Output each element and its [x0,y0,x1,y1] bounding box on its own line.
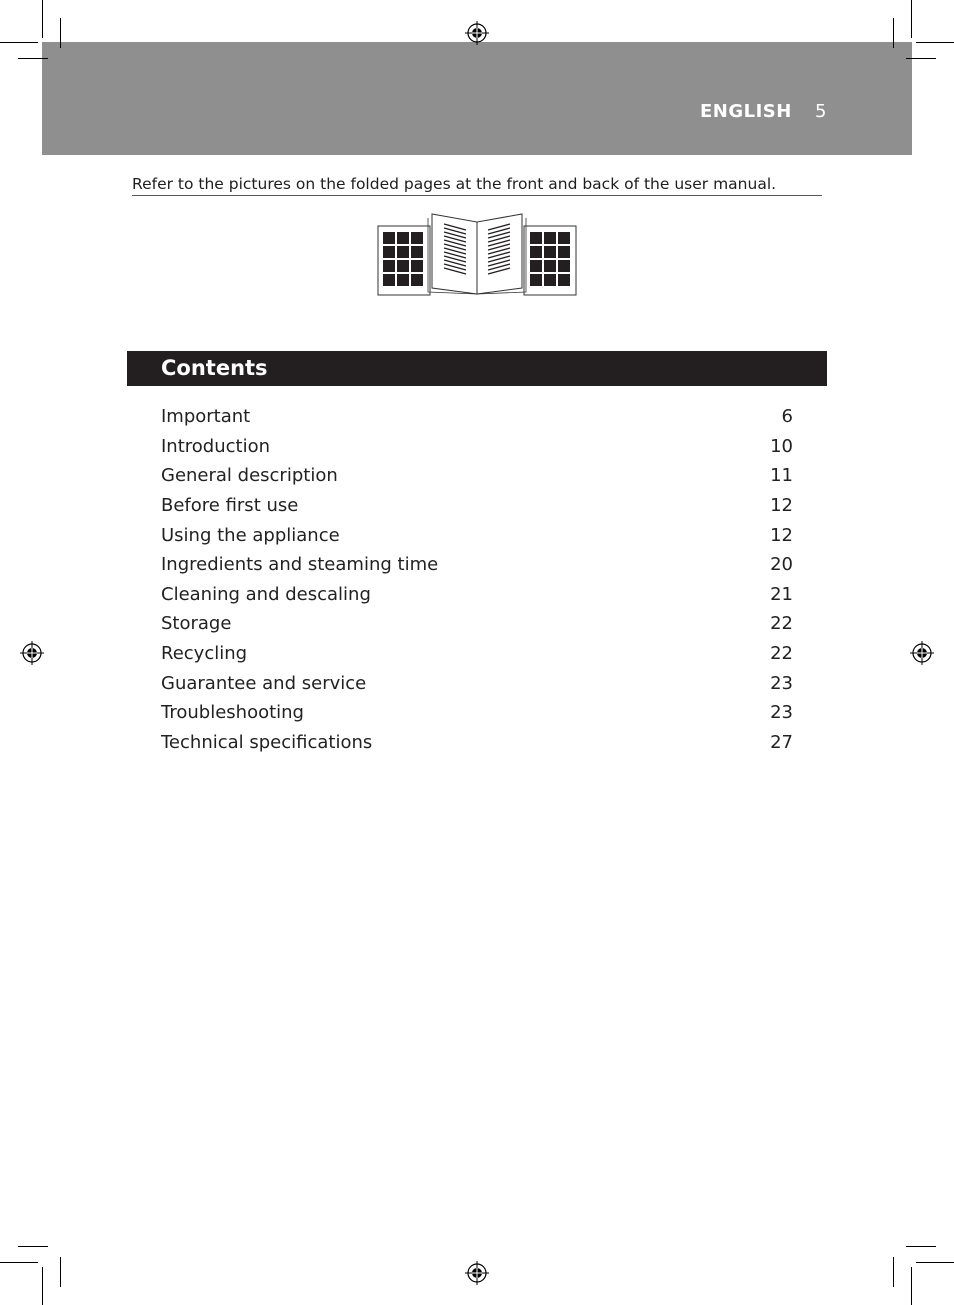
registration-mark-icon [910,641,934,665]
toc-entry[interactable] [161,698,793,728]
toc-label: Storage [161,613,232,635]
toc-page: 12 [770,495,793,517]
toc-entry[interactable] [161,668,793,698]
registration-mark-icon [465,1261,489,1285]
toc-entry[interactable] [161,491,793,521]
toc-page: 23 [770,702,793,724]
crop-mark [906,1246,936,1247]
toc-label: Guarantee and service [161,672,367,694]
registration-mark-icon [465,21,489,45]
intro-note: Refer to the pictures on the folded pages at the front and back of the user manual. [132,173,822,196]
crop-mark [60,18,61,48]
toc-label: Recycling [161,643,248,665]
crop-mark [0,42,38,43]
header-band [42,42,912,155]
page-number: 5 [815,101,827,122]
toc-label: Technical specifications [161,731,373,753]
crop-mark [60,1257,61,1287]
toc-page: 22 [770,643,793,665]
crop-mark [42,0,43,38]
toc-label: Important [161,406,251,428]
crop-mark [0,1262,38,1263]
toc-page: 23 [770,672,793,694]
toc-entry[interactable] [161,550,793,580]
toc-entry[interactable] [161,432,793,462]
toc-page: 6 [781,406,793,428]
crop-mark [42,1267,43,1305]
toc-label: Using the appliance [161,524,340,546]
header-language: ENGLISH [700,101,792,122]
toc-page: 10 [770,435,793,457]
toc-entry[interactable] [161,402,793,432]
toc-label: Before first use [161,495,299,517]
toc-page: 12 [770,524,793,546]
toc-label: Introduction [161,435,271,457]
toc-label: Troubleshooting [161,702,304,724]
crop-mark [893,18,894,48]
crop-mark [893,1257,894,1287]
crop-mark [18,1246,48,1247]
open-manual-icon [376,208,578,298]
crop-mark [911,1267,912,1305]
registration-mark-icon [20,641,44,665]
toc-page: 21 [770,583,793,605]
toc-entry[interactable] [161,728,793,758]
toc-page: 11 [770,465,793,487]
toc-page: 22 [770,613,793,635]
crop-mark [18,58,48,59]
toc-list [161,402,793,757]
crop-mark [911,0,912,38]
toc-entry[interactable] [161,609,793,639]
toc-label: Cleaning and descaling [161,583,371,605]
contents-title: Contents [161,356,268,380]
crop-mark [916,42,954,43]
toc-entry[interactable] [161,639,793,669]
toc-entry[interactable] [161,461,793,491]
crop-mark [906,58,936,59]
crop-mark [916,1262,954,1263]
toc-page: 27 [770,731,793,753]
toc-entry[interactable] [161,580,793,610]
toc-page: 20 [770,554,793,576]
toc-entry[interactable] [161,520,793,550]
toc-label: Ingredients and steaming time [161,554,439,576]
toc-label: General description [161,465,338,487]
